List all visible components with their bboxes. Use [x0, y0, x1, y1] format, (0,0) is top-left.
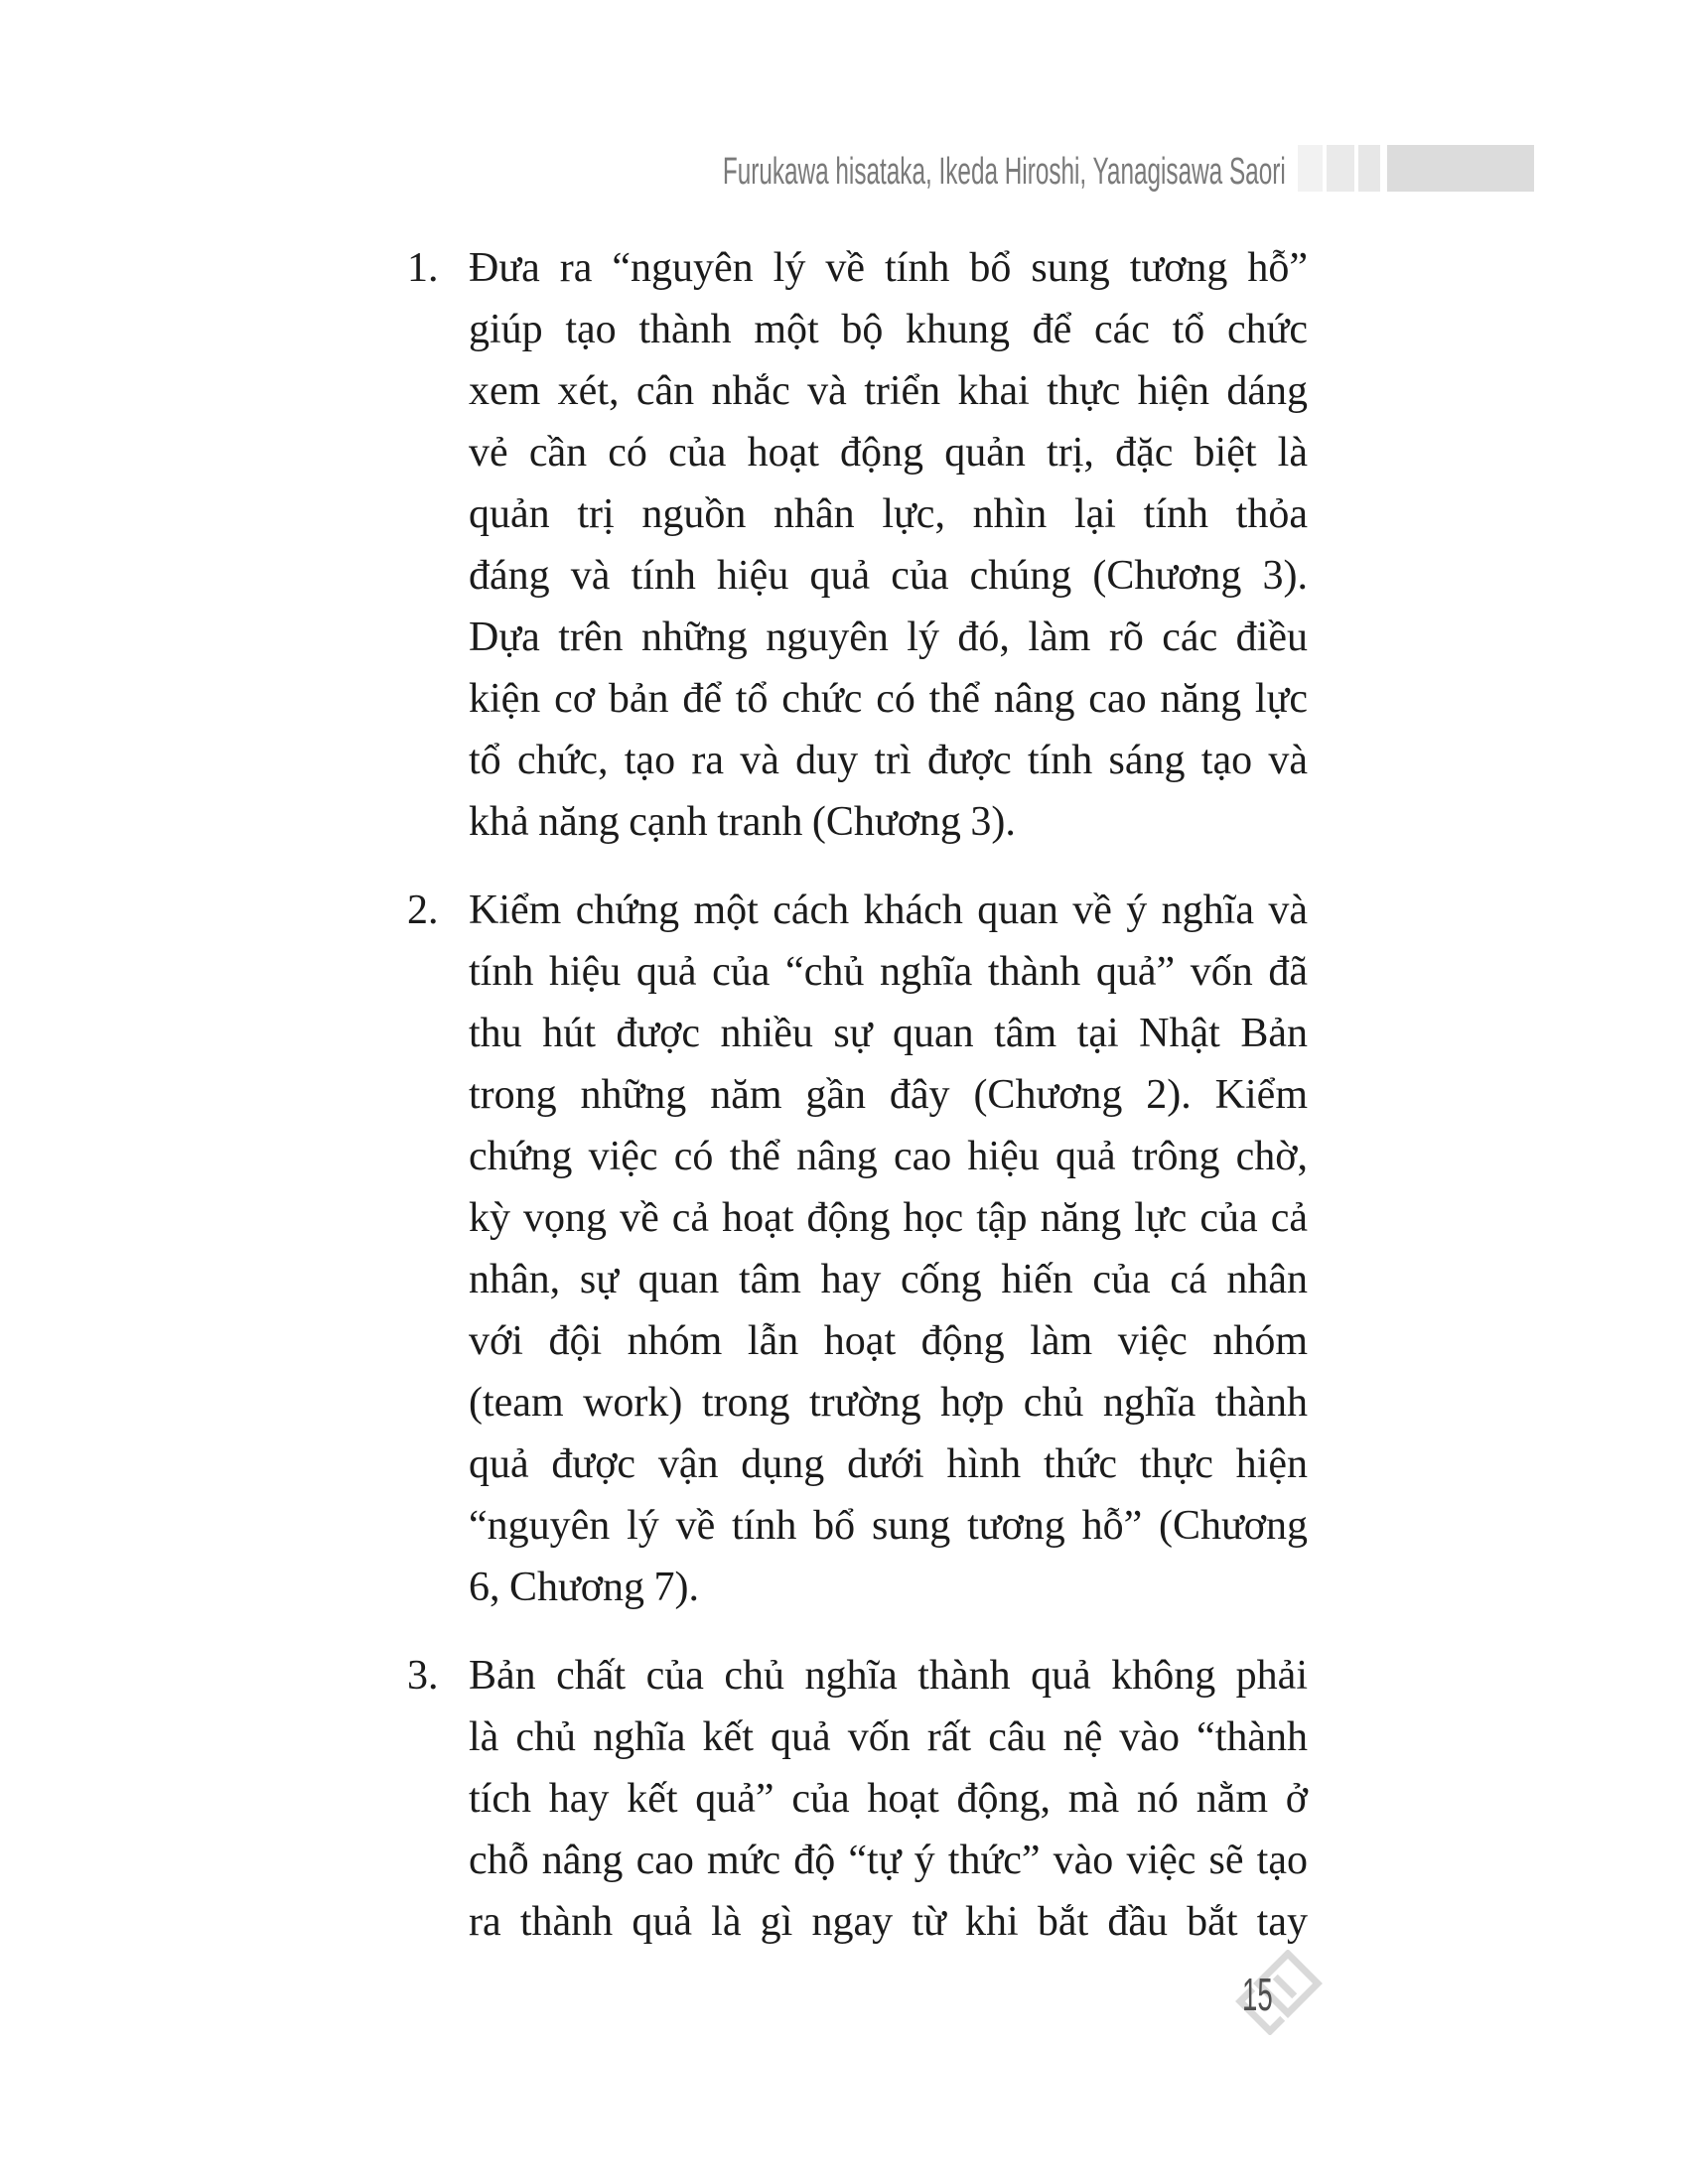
text-line: ra thành quả là gì ngay từ khi bắt đầu bắt tay [469, 1899, 1308, 1945]
list-item-text [469, 237, 1308, 853]
list-item [407, 237, 1308, 853]
text-line: khả năng cạnh tranh (Chương 3). [469, 799, 1016, 845]
text-line: tính hiệu quả của “chủ nghĩa thành quả” vốn đã [469, 949, 1308, 995]
numbered-list [407, 237, 1308, 1979]
text-line: (team work) trong trường hợp chủ nghĩa thành [469, 1380, 1308, 1426]
ornament-block [1358, 145, 1380, 192]
text-line: Đưa ra “nguyên lý về tính bổ sung tương hỗ” [469, 245, 1308, 291]
list-item [407, 880, 1308, 1618]
ornament-block [1327, 145, 1354, 192]
page-header [406, 145, 1534, 192]
text-line: tổ chức, tạo ra và duy trì được tính sáng tạo và [469, 738, 1308, 783]
text-line: Bản chất của chủ nghĩa thành quả không phải [469, 1653, 1308, 1699]
text-line: quả được vận dụng dưới hình thức thực hiện [469, 1441, 1308, 1487]
text-line: trong những năm gần đây (Chương 2). Kiểm [469, 1072, 1308, 1118]
text-line: thu hút được nhiều sự quan tâm tại Nhật Bản [469, 1011, 1308, 1056]
text-line: chứng việc có thể nâng cao hiệu quả trông chờ, [469, 1134, 1308, 1179]
list-item-text [469, 1645, 1308, 1953]
page-number: 15 [1242, 1969, 1273, 2020]
text-line: kiện cơ bản để tổ chức có thể nâng cao năng lực [469, 676, 1308, 722]
ornament-block [1298, 145, 1323, 192]
text-line: đáng và tính hiệu quả của chúng (Chương 3). [469, 553, 1308, 599]
running-head-authors: Furukawa hisataka, Ikeda Hiroshi, Yanagisawa Saori [723, 151, 1286, 193]
text-line: xem xét, cân nhắc và triển khai thực hiện dáng [469, 368, 1308, 414]
list-item-number: 2. [407, 887, 439, 933]
text-line: kỳ vọng về cả hoạt động học tập năng lực của cả [469, 1195, 1308, 1241]
list-item-number: 1. [407, 245, 439, 291]
text-line: giúp tạo thành một bộ khung để các tổ chức [469, 307, 1308, 352]
text-line: tích hay kết quả” của hoạt động, mà nó nằm ở [469, 1776, 1308, 1822]
text-line: “nguyên lý về tính bổ sung tương hỗ” (Chương [469, 1503, 1308, 1549]
text-line: là chủ nghĩa kết quả vốn rất câu nệ vào “thành [469, 1714, 1308, 1760]
list-item-number: 3. [407, 1653, 439, 1699]
list-item [407, 1645, 1308, 1953]
text-line: với đội nhóm lẫn hoạt động làm việc nhóm [469, 1318, 1308, 1364]
text-line: Dựa trên những nguyên lý đó, làm rõ các điều [469, 614, 1308, 660]
text-line: nhân, sự quan tâm hay cống hiến của cá nhân [469, 1257, 1308, 1302]
text-line: quản trị nguồn nhân lực, nhìn lại tính thỏa [469, 491, 1308, 537]
text-line: 6, Chương 7). [469, 1565, 699, 1610]
list-item-text [469, 880, 1308, 1618]
header-ornament-blocks [1298, 145, 1534, 192]
page-footer-folio [1234, 1950, 1324, 2035]
ornament-block [1387, 145, 1534, 192]
text-line: vẻ cần có của hoạt động quản trị, đặc biệt là [469, 430, 1308, 476]
text-line: chỗ nâng cao mức độ “tự ý thức” vào việc sẽ tạo [469, 1838, 1308, 1883]
text-line: Kiểm chứng một cách khách quan về ý nghĩa và [469, 887, 1308, 933]
